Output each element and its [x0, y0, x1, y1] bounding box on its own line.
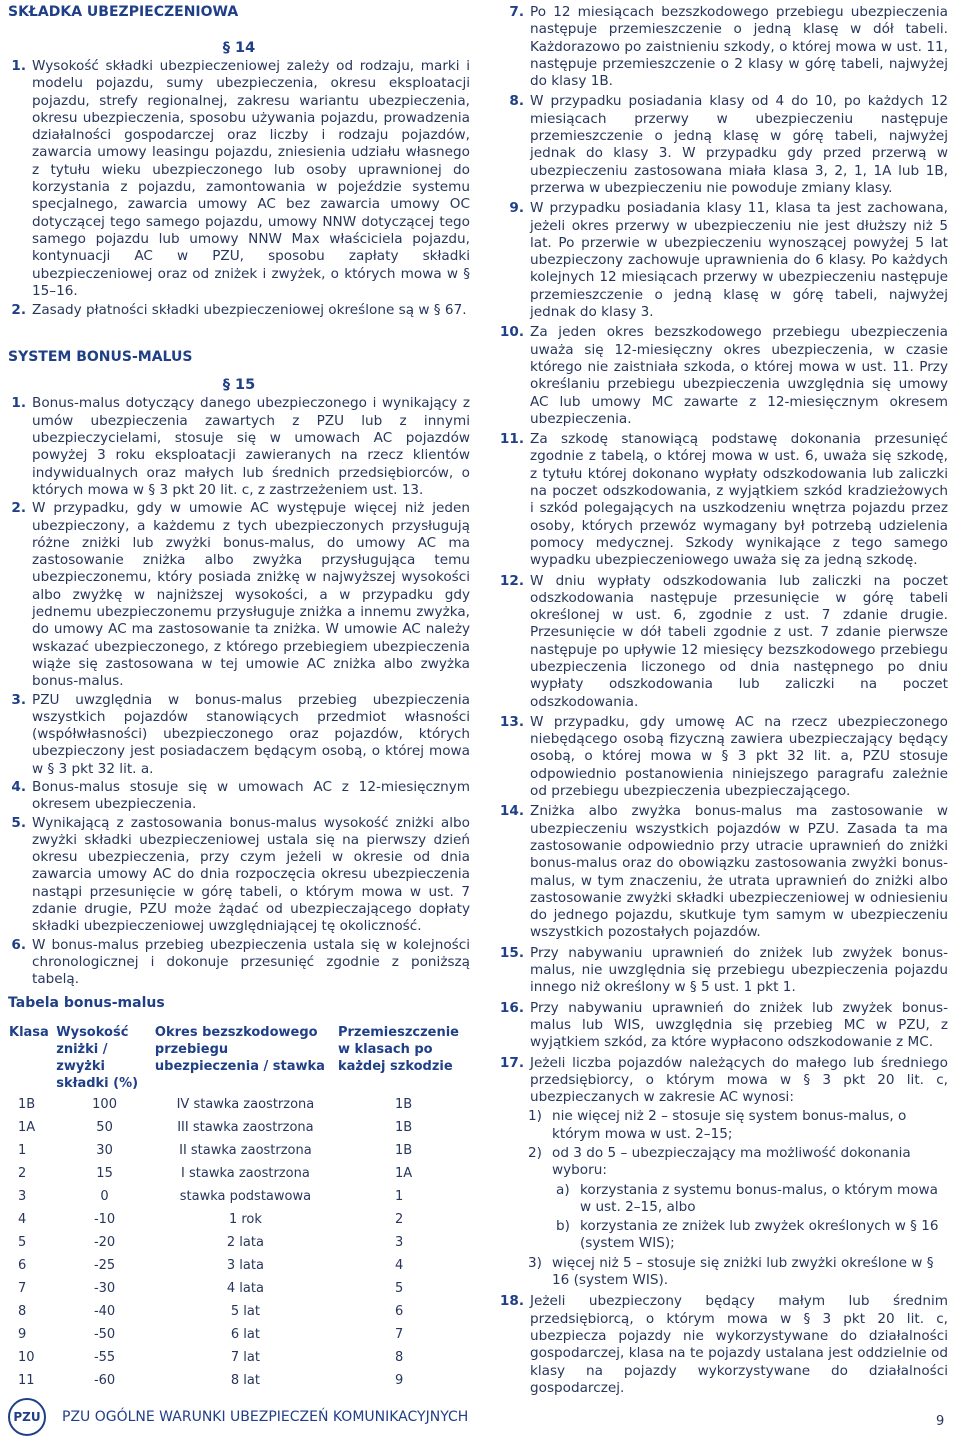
paragraph-14-heading: § 14 [222, 40, 256, 56]
list-item [8, 395, 470, 499]
table-cell: 4 [18, 1211, 27, 1227]
item-number: 9. [509, 200, 524, 217]
footer [8, 1398, 468, 1436]
list-item [8, 58, 470, 300]
item-text: Przy nabywaniu uprawnień do zniżek lub zwyżek bonus-malus, nie uwzględnia się przebiegu ubezpieczenia pojazdu innego niż określony w § 5 ust. 1 pkt 1. [530, 944, 948, 996]
paragraph-15-list [8, 395, 470, 988]
list-item [8, 815, 470, 936]
list-item [496, 431, 948, 569]
table-cell: 1B [18, 1096, 36, 1112]
table-cell: -50 [93, 1326, 116, 1342]
item-text: Bonus-malus stosuje się w umowach AC z 12-miesięcznym okresem ubezpieczenia. [32, 778, 470, 813]
table-row [8, 1277, 460, 1300]
item-text: Jeżeli liczba pojazdów należących do małego lub średniego przedsiębiorcy, o którym mowa w § 3 pkt 20 lit. c, ubezpieczanych w zakresie AC wynosi: [530, 1054, 948, 1106]
sub-item-number: 2) [528, 1145, 542, 1161]
item-number: 6. [11, 936, 26, 953]
table-cell: 50 [96, 1119, 113, 1135]
item-number: 2. [11, 500, 26, 517]
table-cell: -60 [93, 1372, 116, 1388]
item-number: 8. [509, 93, 524, 110]
item-number: 2. [11, 302, 26, 319]
sub-item-number: 1) [528, 1108, 542, 1125]
list-item [8, 779, 470, 814]
table-row [8, 1300, 460, 1323]
table-cell: 6 [394, 1303, 404, 1319]
sub-list-item [496, 1145, 948, 1180]
table-cell: 5 [394, 1280, 404, 1296]
item-text: Za szkodę stanowiącą podstawę dokonania przesunięć zgodnie z tabelą, o której mowa w ust. 6, uważa się szkodę, z tytułu której dokonano wypłaty odszkodowania lub zaliczki na poczet odszkodowania, z wyjątkiem szkód kradzieżowych i szkód polegających na uszkodzeniu wnętrza pojazdu przez osoby, których przewóz wymagany był potrzebą udzielenia pomocy medycznej. Szkody wynikające z tego samego wypadku ubezpieczeniowego uważa się za jedną szkodę. [530, 431, 948, 569]
table-cell: 5 lat [230, 1303, 260, 1319]
table-cell: 7 [394, 1326, 404, 1342]
table-cell: 30 [96, 1142, 113, 1158]
table-row [8, 1093, 460, 1116]
table-cell: 1B [394, 1119, 413, 1135]
sub-item-text: więcej niż 5 – stosuje się zniżki lub zwyżki określone w § 16 (system WIS). [552, 1254, 934, 1289]
item-number: 1. [11, 58, 26, 74]
table-cell: 8 lat [230, 1372, 260, 1388]
table-cell: 3 lata [226, 1257, 264, 1273]
table-header-row [8, 1023, 460, 1093]
table-cell: IV stawka zaostrzona [176, 1096, 315, 1112]
item-text: W przypadku, gdy w umowie AC występuje więcej niż jeden ubezpieczony, a każdemu z tych ubezpieczonych przysługują różne zniżki lub zwyżki bonus-malus, do umowy AC ma zastosowanie zniżka albo zwyżka przysługująca temu ubezpieczonemu, który posiada zniżkę w najwyższej wysokości albo zwyżkę w najniższej wysokości, a w przypadku gdy jednemu ubezpieczonemu przysługuje zniżka a innemu zwyżka, do umowy AC ma zastosowanie ta zniżka. W umowie AC należy wskazać ubezpieczonego, z którego przebiegiem ubezpieczenia wiąże się zastosowana w tej umowie AC zniżka albo zwyżka bonus-malus. [32, 500, 470, 690]
table-cell: 1B [394, 1096, 413, 1112]
table-cell: 9 [394, 1372, 404, 1388]
list-item [496, 573, 948, 711]
item-text: PZU uwzględnia w bonus-malus przebieg ubezpieczenia wszystkich pojazdów stanowiących przedmiot własności (współwłasności) ubezpieczonego oraz pojazdów, których ubezpieczony jest posiadaczem będącym osobą, o której mowa w § 3 pkt 32 lit. a. [32, 691, 470, 777]
item-number: 11. [499, 431, 524, 448]
table-cell: 2 [394, 1211, 404, 1227]
sub-item-number: 3) [528, 1254, 542, 1271]
footer-title: PZU OGÓLNE WARUNKI UBEZPIECZEŃ KOMUNIKACYJNYCH [62, 1409, 469, 1425]
page-number: 9 [936, 1414, 945, 1429]
item-17-sublist [496, 1108, 948, 1289]
table-row [8, 1231, 460, 1254]
item-text: Przy nabywaniu uprawnień do zniżek lub zwyżek bonus-malus lub WIS, uwzględnia się przebieg MC w PZU, z wyjątkiem szkód, za które wypłacono odszkodowanie z MC. [530, 999, 948, 1051]
table-cell: 1A [18, 1119, 36, 1135]
bonus-malus-table [8, 1023, 460, 1392]
item-number: 12. [499, 572, 524, 589]
table-cell: 4 lata [226, 1280, 264, 1296]
item-number: 4. [11, 778, 26, 795]
table-cell: -40 [93, 1303, 116, 1319]
table-row [8, 1254, 460, 1277]
pzu-logo: PZU [8, 1398, 46, 1436]
item-number: 16. [499, 999, 524, 1016]
table-cell: -55 [93, 1349, 116, 1365]
sub-item-text: od 3 do 5 – ubezpieczający ma możliwość dokonania wyboru: [552, 1145, 911, 1179]
list-item [496, 93, 948, 197]
table-row [8, 1116, 460, 1139]
table-cell: 8 [394, 1349, 404, 1365]
list-item [496, 1055, 948, 1107]
sub-list-item [496, 1255, 948, 1290]
item-number: 17. [499, 1054, 524, 1071]
item-text: Zniżka albo zwyżka bonus-malus ma zastosowanie w ubezpieczeniu wszystkich pojazdów w PZU. Zasada ta ma zastosowanie odpowiednio przy utracie uprawnień do zniżki bonus-malus oraz do obowiązku zastosowania zwyżki bonus-malus, w tym znaczeniu, że utrata uprawnień do zniżki albo zastosowanie zwyżki składki ubezpieczeniowej w odniesieniu do jednego pojazdu, skutkuje tym samym w ubezpieczeniu wszystkich pozostałych pojazdów. [530, 803, 948, 941]
table-cell: 3 [18, 1188, 27, 1204]
table-cell: 1 rok [228, 1211, 262, 1227]
table-cell: 1 [394, 1188, 404, 1204]
table-row [8, 1346, 460, 1369]
list-item [8, 692, 470, 778]
item-number: 3. [11, 691, 26, 708]
table-cell: 15 [96, 1165, 113, 1181]
table-row [8, 1323, 460, 1346]
table-row [8, 1139, 460, 1162]
table-cell: 2 [18, 1165, 27, 1181]
item-number: 14. [499, 803, 524, 820]
table-cell: 6 lat [230, 1326, 260, 1342]
table-cell: 9 [18, 1326, 27, 1342]
table-row [8, 1369, 460, 1392]
item-number: 10. [499, 324, 524, 341]
list-item [496, 324, 948, 428]
table-cell: 8 [18, 1303, 27, 1319]
item-text: W przypadku posiadania klasy od 4 do 10, po każdych 12 miesiącach przerwy w ubezpieczeniu następuje przemieszczenie o jedną klasę w górę tabeli, najwyżej jednak do klasy 3. W przypadku gdy przed przerwą w ubezpieczeniu zastosowana miała klasa 3, 2, 1, 1A lub 1B, przerwa w ubezpieczeniu nie powoduje zmiany klasy. [530, 93, 948, 196]
right-column [496, 0, 948, 1397]
table-cell: -10 [93, 1211, 116, 1227]
sub-item-number: b) [556, 1218, 570, 1235]
table-cell: -25 [93, 1257, 116, 1273]
table-body [8, 1093, 460, 1392]
table-cell: stawka podstawowa [179, 1188, 312, 1204]
table-cell: 1A [394, 1165, 413, 1181]
table-cell: III stawka zaostrzona [177, 1119, 314, 1135]
table-cell: II stawka zaostrzona [179, 1142, 312, 1158]
item-18 [496, 1293, 948, 1397]
paragraph-14-list [8, 58, 470, 319]
item-text: Za jeden okres bezszkodowego przebiegu ubezpieczenia uważa się 12-miesięczny okres ubezpieczenia, w czasie którego nie zaistniała szkoda, o której mowa w ust. 11. Przy określaniu przebiegu ubezpieczenia uwzględnia się umowy AC lub umowy MC zawarte z 12-miesięcznym okresem ubezpieczenia. [530, 324, 948, 427]
sub-list-item [496, 1218, 948, 1253]
header-przemieszczenie: Przemieszczenie w klasach po każdej szkodzie [337, 1024, 459, 1074]
list-item [496, 714, 948, 800]
table-row [8, 1208, 460, 1231]
item-text: W przypadku posiadania klasy 11, klasa ta jest zachowana, jeżeli okres przerwy w ubezpieczeniu nie jest dłuższy niż 5 lat. Po przerwie w ubezpieczeniu wynoszącej powyżej 5 lat ubezpieczony zachowuje uprawnienia do 6 klasy. Po każdych kolejnych 12 miesiącach przerwy w ubezpieczeniu następuje przemieszczenie o jedną klasę w górę tabeli, najwyżej jednak do klasy 3. [530, 200, 948, 321]
list-item [496, 803, 948, 941]
header-klasa: Klasa [9, 1024, 49, 1040]
list-item [8, 937, 470, 989]
table-row [8, 1185, 460, 1208]
item-text: Po 12 miesiącach bezszkodowego przebiegu ubezpieczenia następuje przemieszczenie o jedną klasę w dół tabeli. Każdorazowo po zaistnieniu szkody, o której mowa w ust. 11, następuje przemieszczenie o 2 klasy w górę tabeli, najwyżej do klasy 1B. [530, 4, 948, 90]
item-number: 1. [11, 395, 26, 412]
item-number: 7. [509, 4, 524, 20]
sub-list-item [496, 1108, 948, 1143]
item-text: W dniu wypłaty odszkodowania lub zaliczki na poczet odszkodowania następuje przesunięcie w górę tabeli określonej w ust. 6, zgodnie z ust. 7 zdanie drugie. Przesunięcie w dół tabeli zgodnie z ust. 7 zdanie pierwsze następuje po upływie 12 miesięcy bezszkodowego przebiegu ubezpieczenia liczonego od dnia następnego po dniu wypłaty odszkodowania lub zaliczki na poczet odszkodowania. [530, 572, 948, 710]
table-cell: -30 [93, 1280, 116, 1296]
paragraph-15-heading: § 15 [222, 377, 256, 394]
list-item [496, 1293, 948, 1397]
item-number: 18. [499, 1293, 524, 1310]
item-text: W przypadku, gdy umowę AC na rzecz ubezpieczonego niebędącego osobą fizyczną zawiera ubezpieczający będący osobą, o której mowa w § 3 pkt 32 lit. a, PZU stosuje odpowiednio postanowienia niniejszego paragrafu zależnie od przebiegu ubezpieczenia ubezpieczającego. [530, 713, 948, 800]
table-cell: -20 [93, 1234, 116, 1250]
header-wysokosc: Wysokość zniżki / zwyżki składki (%) [56, 1024, 139, 1091]
sub-item-text: korzystania ze zniżek lub zwyżek określonych w § 16 (system WIS); [580, 1218, 939, 1252]
table-cell: 1B [394, 1142, 413, 1158]
table-cell: 11 [18, 1372, 35, 1388]
sub-list-item [496, 1182, 948, 1217]
table-cell: 7 lat [230, 1349, 260, 1365]
table-cell: 5 [18, 1234, 27, 1250]
item-number: 5. [11, 814, 26, 831]
list-item [8, 500, 470, 690]
list-item [496, 945, 948, 997]
sub-item-text: nie więcej niż 2 – stosuje się system bonus-malus, o którym mowa w ust. 2–15; [552, 1108, 907, 1142]
item-text: Zasady płatności składki ubezpieczeniowej określone są w § 67. [32, 302, 467, 319]
item-number: 13. [499, 713, 524, 730]
sub-item-number: a) [556, 1181, 570, 1198]
item-text: Bonus-malus dotyczący danego ubezpieczonego i wynikający z umów ubezpieczenia zawartych z PZU lub z innymi ubezpieczycielami, stosuje się w umowach AC pojazdów powyżej 3 roku eksploatacji zawieranych na rzecz klientów indywidualnych oraz małych lub średnich przedsiębiorców, o których mowa w § 3 pkt 20 lit. c, z zastrzeżeniem ust. 13. [32, 395, 470, 498]
section-title-skladka: SKŁADKA UBEZPIECZENIOWA [8, 4, 239, 20]
list-item [8, 302, 470, 319]
table-cell: 0 [100, 1188, 109, 1204]
list-item [496, 200, 948, 321]
paragraph-15-continued-list [496, 4, 948, 1106]
table-cell: 6 [18, 1257, 27, 1273]
item-text: Wysokość składki ubezpieczeniowej zależy od rodzaju, marki i modelu pojazdu, sumy ubezpieczenia, okresu eksploatacji pojazdu, strefy regionalnej, zakresu wariantu ubezpieczenia, okresu ubezpieczenia, sposobu używania pojazdu, prowadzenia działalności gospodarczej oraz liczby i rodzaju pojazdów, zawarcia umowy leasingu pojazdu, zniesienia udziału własnego z tytułu wieku ubezpieczonego lub osoby uprawnionej do korzystania z pojazdu, zamontowania w pojeździe systemu specjalnego, zawarcia umowy AC bez zawarcia umowy OC dotyczącej tego samego pojazdu, umowy NNW dotyczącej tego samego pojazdu lub umowy NNW Max właściciela pojazdu, kontynuacji AC w PZU, sposobu zapłaty składki ubezpieczeniowej oraz od zniżek i zwyżek, o których mowa w § 15–16. [32, 58, 470, 299]
table-cell: 1 [18, 1142, 27, 1158]
table-cell: I stawka zaostrzona [181, 1165, 310, 1181]
table-cell: 100 [92, 1096, 117, 1112]
table-cell: 10 [18, 1349, 35, 1365]
item-text: Wynikającą z zastosowania bonus-malus wysokość zniżki albo zwyżki składki ubezpieczeniowej ustala się na pierwszy dzień okresu ubezpieczenia, przy czym jeżeli w okresie od dnia zawarcia umowy AC do dnia rozpoczęcia okresu ubezpieczenia nastąpi przesunięcie w górę tabeli, o którym mowa w ust. 7 zdanie drugie, PZU może żądać od ubezpieczającego dopłaty składki ubezpieczeniowej uwzględniającej tę okoliczność. [32, 814, 470, 935]
section-title-bonus-malus: SYSTEM BONUS-MALUS [8, 349, 193, 366]
table-cell: 2 lata [226, 1234, 264, 1250]
list-item [496, 1000, 948, 1052]
item-text: Jeżeli ubezpieczony będący małym lub średnim przedsiębiorcą, o którym mowa w § 3 pkt 20 lit. c, ubezpiecza pojazdy nie wykorzystywane do działalności gospodarczej, klasa na te pojazdy ustalana jest oddzielnie od klasy na pojazdy wykorzystywane do działalności gospodarczej. [530, 1293, 948, 1396]
table-cell: 7 [18, 1280, 27, 1296]
header-okres: Okres bezszkodowego przebiegu ubezpieczenia / stawka [154, 1024, 325, 1074]
item-text: W bonus-malus przebieg ubezpieczenia ustala się w kolejności chronologicznej i dokonuje przesunięć zgodnie z poniższą tabelą. [32, 936, 470, 988]
table-title: Tabela bonus-malus [8, 994, 165, 1011]
sub-item-text: korzystania z systemu bonus-malus, o którym mowa w ust. 2–15, albo [580, 1181, 939, 1215]
list-item [496, 4, 948, 90]
item-number: 15. [499, 944, 524, 961]
table-cell: 4 [394, 1257, 404, 1273]
table-cell: 3 [394, 1234, 404, 1250]
left-column [8, 0, 470, 1392]
table-row [8, 1162, 460, 1185]
